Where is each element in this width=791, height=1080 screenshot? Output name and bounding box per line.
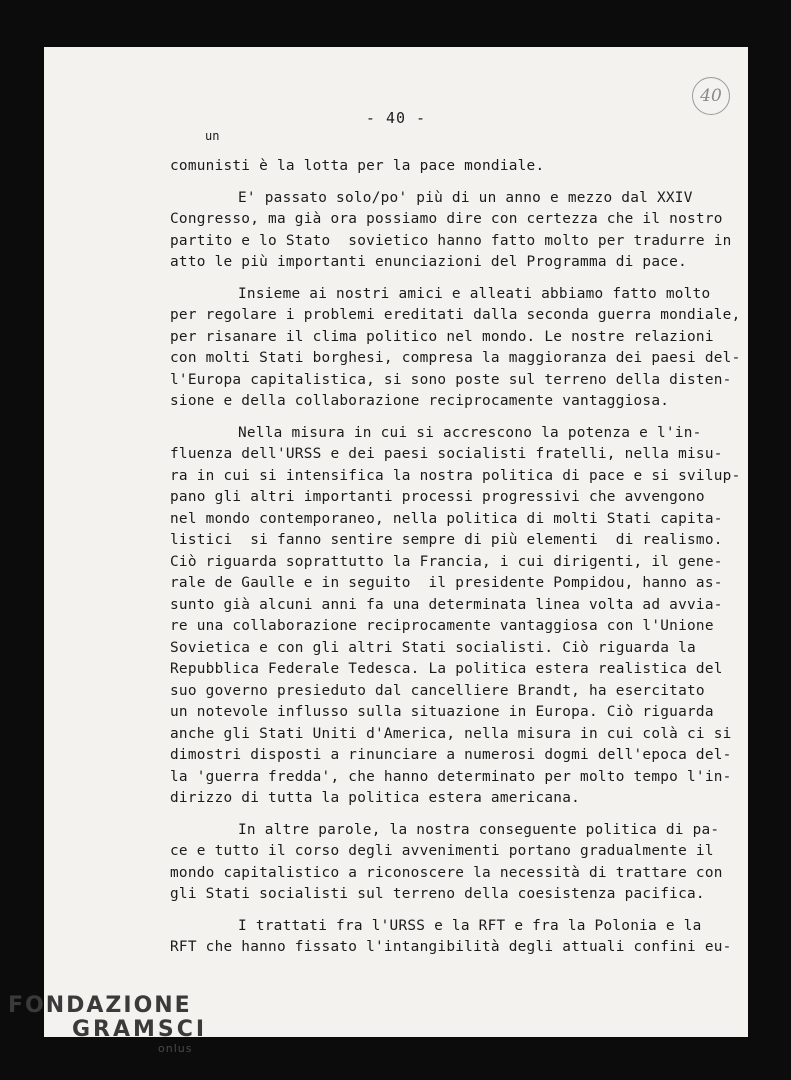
archive-stamp-number: 40 bbox=[700, 86, 722, 106]
text-line: nel mondo contemporaneo, nella politica di molti Stati capita- bbox=[170, 510, 723, 527]
fondazione-gramsci-logo bbox=[8, 994, 207, 1055]
text-line: comunisti è la lotta per la pace mondiale. bbox=[170, 158, 545, 174]
logo-line-1: FONDAZIONE bbox=[8, 993, 192, 1018]
paragraph bbox=[170, 916, 730, 959]
text-line: mondo capitalistico a riconoscere la necessità di trattare con bbox=[170, 864, 723, 881]
text-line: con molti Stati borghesi, compresa la maggioranza dei paesi del- bbox=[170, 350, 741, 366]
text-line: Ciò riguarda soprattutto la Francia, i cui dirigenti, il gene- bbox=[170, 553, 723, 570]
text-line: l'Europa capitalistica, si sono poste sul terreno della disten- bbox=[170, 371, 732, 388]
logo-line-2: GRAMSCI bbox=[72, 1017, 208, 1042]
document-page bbox=[44, 47, 748, 1037]
logo-line-3: onlus bbox=[158, 1042, 193, 1055]
text-line: re una collaborazione reciprocamente vantaggiosa con l'Unione bbox=[170, 618, 714, 634]
text-line: Repubblica Federale Tedesca. La politica estera realistica del bbox=[170, 661, 723, 677]
text-line: per risanare il clima politico nel mondo. Le nostre relazioni bbox=[170, 328, 714, 345]
text-line: Congresso, ma già ora possiamo dire con certezza che il nostro bbox=[170, 211, 723, 227]
text-line: atto le più importanti enunciazioni del Programma di pace. bbox=[170, 254, 688, 270]
handwritten-insertion: un bbox=[205, 129, 220, 143]
text-line: Sovietica e con gli altri Stati socialisti. Ciò riguarda la bbox=[170, 639, 696, 656]
text-line: E' passato solo/po' più di un anno e mezzo dal XXIV bbox=[238, 189, 693, 206]
paragraph bbox=[170, 423, 741, 810]
text-line: suo governo presieduto dal cancelliere Brandt, ha esercitato bbox=[170, 682, 705, 699]
text-line: rale de Gaulle e in seguito il presidente Pompidou, hanno as- bbox=[170, 575, 723, 591]
text-line: pano gli altri importanti processi progressivi che avvengono bbox=[170, 489, 705, 505]
paragraph bbox=[170, 820, 730, 906]
text-line: sunto già alcuni anni fa una determinata linea volta ad avvia- bbox=[170, 596, 723, 613]
text-line: sione e della collaborazione reciprocamente vantaggiosa. bbox=[170, 393, 670, 409]
archive-stamp-icon bbox=[692, 77, 730, 115]
text-line: partito e lo Stato sovietico hanno fatto molto per tradurre in bbox=[170, 232, 732, 249]
document-body bbox=[170, 156, 741, 969]
text-line: listici si fanno sentire sempre di più elementi di realismo. bbox=[170, 532, 723, 548]
text-line: per regolare i problemi ereditati dalla seconda guerra mondiale, bbox=[170, 307, 741, 323]
text-line: dimostri disposti a rinunciare a numerosi dogmi dell'epoca del- bbox=[170, 747, 732, 763]
text-line: un notevole influsso sulla situazione in Europa. Ciò riguarda bbox=[170, 704, 714, 720]
paragraph bbox=[170, 188, 730, 274]
text-line: la 'guerra fredda', che hanno determinato per molto tempo l'in- bbox=[170, 768, 732, 785]
text-line: I trattati fra l'URSS e la RFT e fra la Polonia e la bbox=[238, 917, 702, 934]
text-line: RFT che hanno fissato l'intangibilità degli attuali confini eu- bbox=[170, 939, 732, 955]
text-line: ce e tutto il corso degli avvenimenti portano gradualmente il bbox=[170, 843, 714, 859]
text-line: In altre parole, la nostra conseguente politica di pa- bbox=[238, 821, 720, 838]
paragraph bbox=[170, 284, 741, 413]
text-line: Nella misura in cui si accrescono la potenza e l'in- bbox=[238, 424, 702, 441]
text-line: fluenza dell'URSS e dei paesi socialisti fratelli, nella misu- bbox=[170, 446, 723, 462]
text-line: anche gli Stati Uniti d'America, nella misura in cui colà ci si bbox=[170, 725, 732, 742]
text-line: gli Stati socialisti sul terreno della coesistenza pacifica. bbox=[170, 886, 705, 902]
paragraph bbox=[170, 156, 730, 178]
text-line: dirizzo di tutta la politica estera americana. bbox=[170, 790, 581, 806]
text-line: ra in cui si intensifica la nostra politica di pace e si svilup- bbox=[170, 467, 741, 484]
text-line: Insieme ai nostri amici e alleati abbiamo fatto molto bbox=[238, 285, 711, 302]
page-number: - 40 - bbox=[365, 109, 427, 127]
